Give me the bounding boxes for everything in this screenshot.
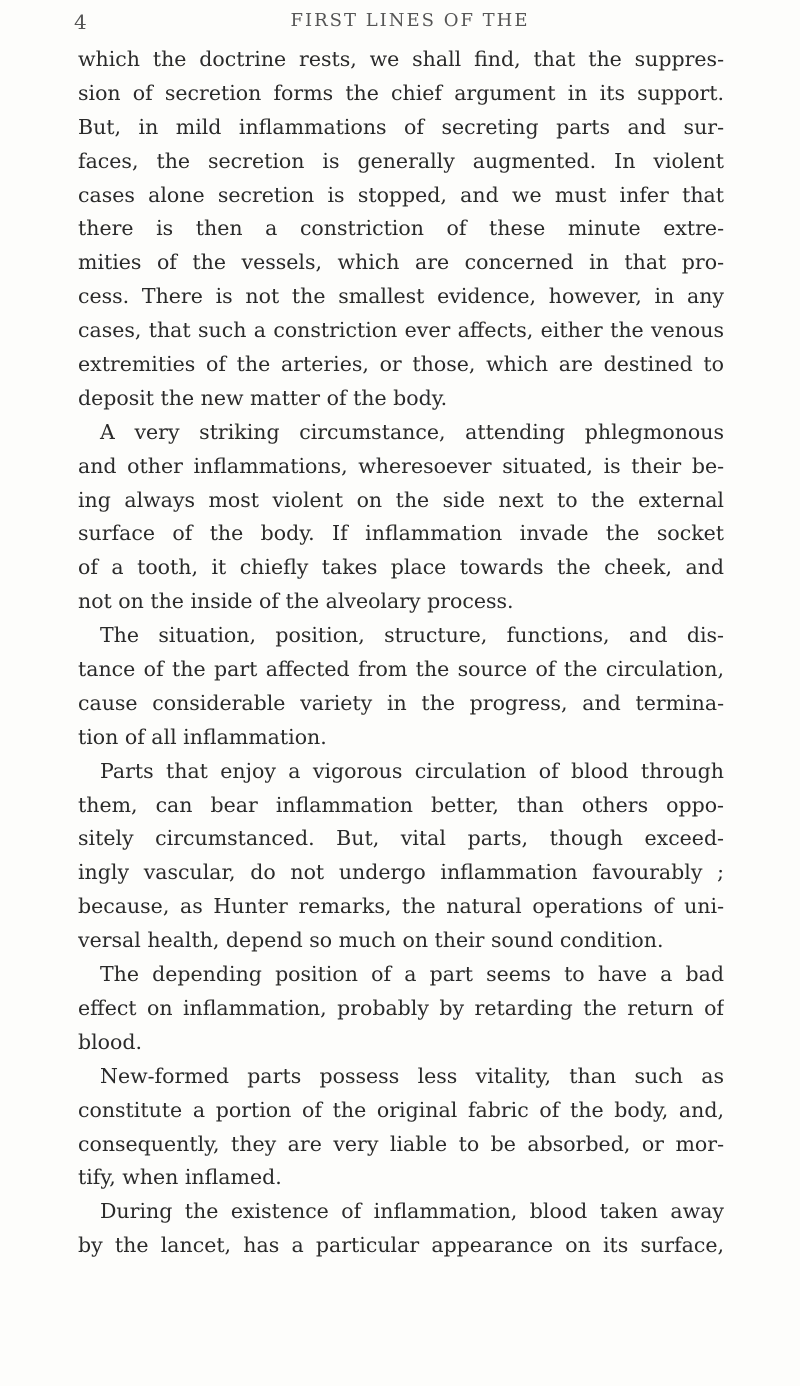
text-line: The depending position of a part seems to have a bad bbox=[100, 962, 724, 987]
text-line: ingly vascular, do not undergo inflammation favourably ; bbox=[78, 860, 724, 885]
text-line: tance of the part affected from the source of the circulation, bbox=[78, 657, 724, 682]
page-header bbox=[0, 6, 800, 40]
text-line: The situation, position, structure, functions, and dis- bbox=[100, 623, 724, 648]
text-line: cess. There is not the smallest evidence, however, in any bbox=[78, 284, 724, 309]
text-line: and other inflammations, wheresoever situated, is their be- bbox=[78, 453, 724, 478]
text-line: effect on inflammation, probably by retarding the return of bbox=[78, 995, 724, 1020]
text-line: mities of the vessels, which are concerned in that pro- bbox=[78, 250, 724, 275]
text-line: cases, that such a constriction ever affects, either the venous bbox=[78, 318, 724, 343]
text-line: of a tooth, it chiefly takes place towards the cheek, and bbox=[78, 555, 724, 580]
text-line: not on the inside of the alveolary process. bbox=[78, 589, 514, 614]
text-line: which the doctrine rests, we shall find, that the suppres- bbox=[78, 47, 724, 71]
text-line: extremities of the arteries, or those, which are destined to bbox=[78, 352, 724, 377]
text-line: cause considerable variety in the progress, and termina- bbox=[78, 690, 724, 715]
text-line: consequently, they are very liable to be absorbed, or mor- bbox=[78, 1131, 724, 1156]
text-line: During the existence of inflammation, blood taken away bbox=[100, 1199, 724, 1224]
text-line: Parts that enjoy a vigorous circulation of blood through bbox=[100, 758, 724, 783]
text-line: because, as Hunter remarks, the natural operations of uni- bbox=[78, 894, 724, 919]
text-line: cases alone secretion is stopped, and we must infer that bbox=[78, 182, 724, 207]
body-text bbox=[78, 43, 724, 1263]
page-number: 4 bbox=[74, 10, 87, 34]
text-line: sitely circumstanced. But, vital parts, though exceed- bbox=[78, 826, 724, 851]
text-line: versal health, depend so much on their sound condition. bbox=[78, 928, 664, 953]
text-line: tify, when inflamed. bbox=[78, 1165, 282, 1190]
text-line: constitute a portion of the original fabric of the body, and, bbox=[78, 1097, 724, 1122]
text-line: by the lancet, has a particular appearance on its surface, bbox=[78, 1233, 724, 1258]
text-line: them, can bear inflammation better, than others oppo- bbox=[78, 792, 724, 817]
text-line: surface of the body. If inflammation invade the socket bbox=[78, 521, 724, 546]
text-line: sion of secretion forms the chief argument in its support. bbox=[78, 80, 724, 105]
text-line: faces, the secretion is generally augmented. In violent bbox=[78, 148, 724, 173]
text-line: New-formed parts possess less vitality, than such as bbox=[100, 1063, 724, 1088]
text-line: tion of all inflammation. bbox=[78, 724, 327, 749]
text-line: A very striking circumstance, attending phlegmonous bbox=[100, 419, 724, 444]
text-line: ing always most violent on the side next to the external bbox=[78, 487, 724, 512]
text-line: deposit the new matter of the body. bbox=[78, 385, 448, 410]
text-line: blood. bbox=[78, 1029, 143, 1054]
text-line: But, in mild inflammations of secreting parts and sur- bbox=[78, 114, 724, 139]
text-line: there is then a constriction of these minute extre- bbox=[78, 216, 724, 241]
running-head: FIRST LINES OF THE bbox=[290, 10, 530, 31]
